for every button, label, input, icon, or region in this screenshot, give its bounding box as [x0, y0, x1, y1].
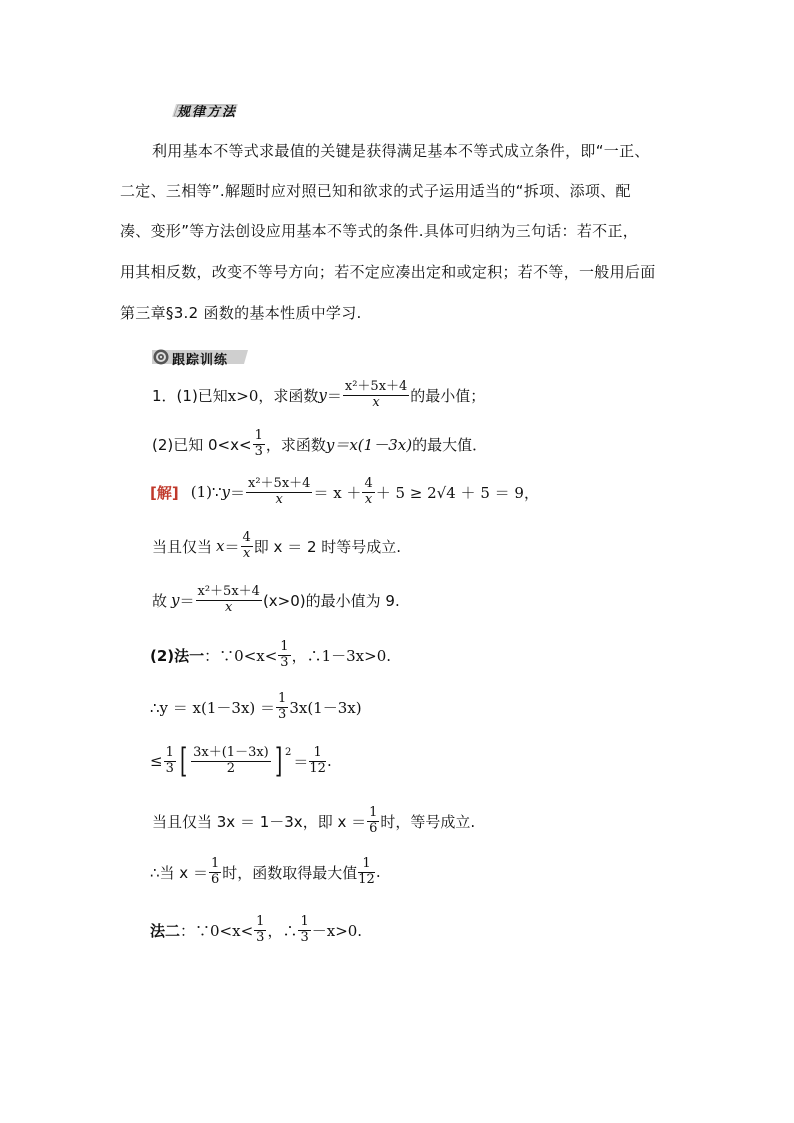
q1-y: y — [318, 386, 327, 405]
q2-mid: ，求函数 — [265, 435, 326, 454]
q1-fraction — [343, 380, 409, 411]
s1-four-over-x: $\frac{4}{x}$ — [364, 476, 373, 507]
q2-func: y＝x(1－3x) — [325, 435, 413, 454]
conclusion-line-1: 故 y ＝ $\frac{\text{x²＋5x＋4}}{x}$ (x>0)的最小值为 9. — [152, 584, 400, 615]
q1-frac-den: x — [372, 394, 380, 410]
s1-rest: ＝ x ＋ — [313, 483, 362, 502]
equality-line-1: 当且仅当 x ＝ $\frac{4}{x}$ 即 x ＝ 2 时等号成立. — [152, 530, 402, 561]
q2-prefix: (2)已知 0<x< — [152, 435, 252, 454]
q1-suffix: 的最小值； — [410, 386, 486, 405]
q1-frac-num: x²＋5x＋4 — [344, 379, 408, 394]
final-line: ∴当 x ＝ $\frac{1}{6}$ 时，函数取得最大值 $\frac{1}{12}$ . — [150, 856, 381, 887]
section-heading: 规律方法 — [177, 105, 238, 120]
m1-step1: ∴y ＝ x(1－3x) ＝ $\frac{1}{3}$ 3x(1－3x) — [150, 691, 362, 722]
m1-step2: ≤ $\frac{1}{3}$ [ $\frac{3x+(1-3x)}{2}$ ] 2 ＝ $\frac{1}{12}$ . — [150, 741, 332, 781]
problem-1: 1．(1)已知 x>0，求函数 y ＝ $\frac{\text{x²＋5x＋4}}{x}$ 的最小值； — [152, 379, 486, 410]
eq1-fraction: $\frac{4}{x}$ — [242, 530, 251, 561]
method-one-line: (2)法一 ：∵0<x< $\frac{1}{3}$ ，∴1－3x>0. — [150, 639, 392, 670]
c1-fraction: $\frac{\text{x²＋5x＋4}}{x}$ — [197, 584, 260, 615]
solution-line-1: [解] (1)∵ y ＝ $\frac{\text{x²＋5x＋4}}{x}$ ＝ x ＋ $\frac{4}{x}$ ＋ 5 ≥ 2√4 ＋ 5 ＝ 9， — [150, 476, 539, 507]
problem-2 — [152, 429, 487, 460]
method-line-4: 用其相反数，改变不等号方向；若不定应凑出定和或定积；若不等，一般用后面 — [120, 263, 656, 281]
m1-label: (2)法一 — [150, 646, 205, 665]
method-line-5: 第三章§3.2 函数的基本性质中学习. — [120, 304, 362, 322]
method-line-1: 利用基本不等式求最值的关键是获得满足基本不等式成立条件，即“一正、 — [152, 142, 650, 160]
solution-label: [解] — [150, 483, 179, 502]
q2-suffix: 的最大值． — [412, 435, 488, 454]
equality-line-2: 当且仅当 3x ＝ 1－3x，即 x ＝ $\frac{1}{6}$ 时，等号成立. — [152, 805, 476, 836]
method-line-2: 二定、三相等”.解题时应对照已知和欲求的式子运用适当的“拆项、添项、配 — [120, 182, 631, 200]
m2-label: 法二 — [150, 921, 181, 940]
method-two-line: 法二 ：∵0<x< $\frac{1}{3}$ ，∴ $\frac{1}{3}$ －x>0. — [150, 914, 363, 945]
bracket-fraction: $\frac{3x+(1-3x)}{2}$ — [193, 744, 269, 776]
s1-tail: ＋ 5 ≥ 2√4 ＋ 5 ＝ 9， — [375, 483, 539, 502]
q2-fraction: $\frac{1}{3}$ — [254, 428, 263, 459]
q1-cond: x>0，求函数 — [227, 386, 319, 405]
training-heading: 跟踪训练 — [172, 353, 229, 368]
method-line-3: 凑、变形”等方法创设应用基本不等式的条件.具体可归纳为三句话：若不正， — [120, 222, 639, 240]
s1-prefix: (1)∵ — [190, 483, 222, 502]
q1-prefix: 1．(1)已知 — [152, 386, 228, 405]
s1-fraction: $\frac{\text{x²＋5x＋4}}{x}$ — [248, 476, 311, 507]
